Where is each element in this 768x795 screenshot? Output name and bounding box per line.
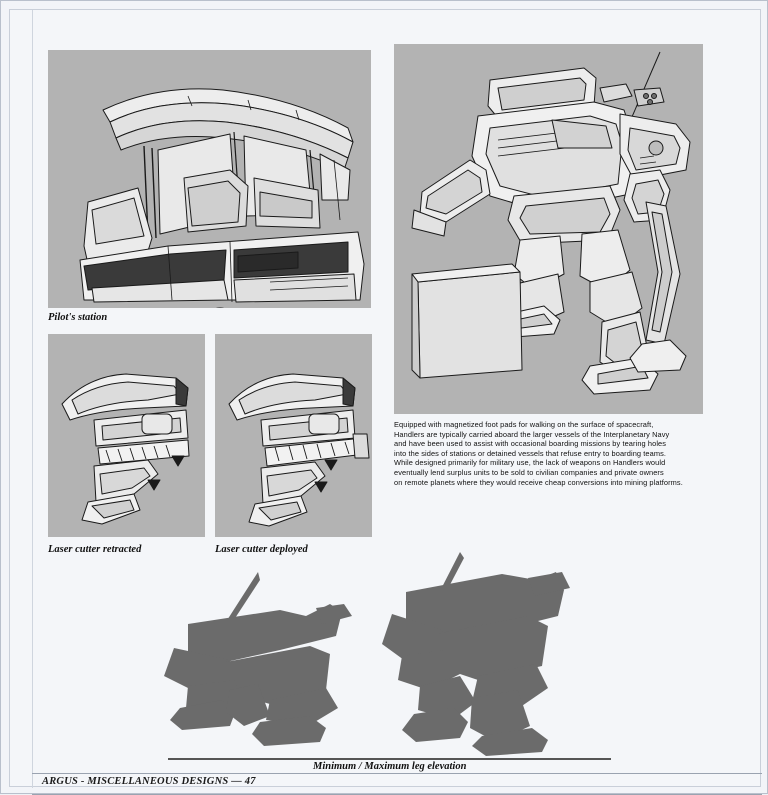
figure-leg-elevation-silhouettes [130, 550, 670, 765]
description-line: Handlers are typically carried aboard the larger vessels of the Interplanetary Navy [394, 429, 670, 439]
figure-laser-cutter-deployed [215, 334, 372, 537]
left-margin-rule [32, 10, 33, 788]
description-line: While designed primarily for military use, the lack of weapons on Handlers would [394, 458, 666, 468]
handler-description [394, 420, 694, 487]
description-line: and have been used to assist with occasional boarding missions by tearing holes [394, 439, 667, 449]
description-line: into the sides of stations or detained vessels that refuse entry to boarding teams. [394, 448, 667, 458]
caption-leg-elevation: Minimum / Maximum leg elevation [313, 761, 467, 772]
figure-laser-cutter-retracted [48, 334, 205, 537]
figure-handler-full-body [394, 44, 703, 414]
footer-rule-top [32, 773, 762, 774]
caption-laser-cutter-deployed: Laser cutter deployed [215, 544, 308, 555]
description-line: Equipped with magnetized foot pads for walking on the surface of spacecraft, [394, 420, 654, 429]
description-line: on remote planets where they would receive cheap conversions into mining platforms. [394, 477, 683, 487]
footer-label: ARGUS - MISCELLANEOUS DESIGNS — 47 [42, 776, 256, 787]
caption-laser-cutter-retracted: Laser cutter retracted [48, 544, 142, 555]
ground-line [168, 758, 611, 760]
figure-pilot-station [48, 50, 371, 308]
description-line: eventually lend surplus units to be sold to civilian companies and private owners [394, 467, 664, 477]
page-content-area [9, 9, 761, 787]
caption-pilot-station: Pilot's station [48, 312, 108, 323]
